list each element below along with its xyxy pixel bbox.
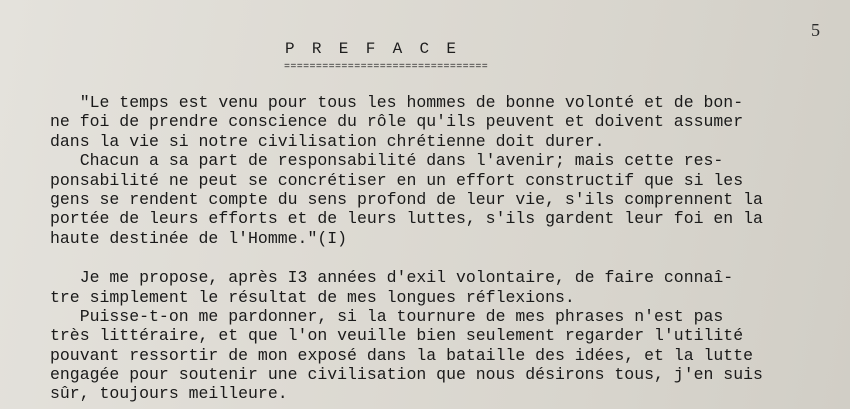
page-title: PREFACE [285,40,474,58]
text-line: haute destinée de l'Homme."(I) [50,228,348,248]
text-line: portée de leurs efforts et de leurs luttes, s'ils gardent leur foi en la [50,209,763,229]
paragraph-gap [50,248,840,268]
preface-body [50,93,840,404]
text-line: ne foi de prendre conscience du rôle qu'ils peuvent et doivent assumer [50,112,744,132]
text-line: gens se rendent compte du sens profond de leur vie, s'ils comprennent la [50,189,763,209]
text-line: "Le temps est venu pour tous les hommes de bonne volonté et de bon- [50,93,744,112]
text-line: Je me propose, après I3 années d'exil volontaire, de faire connaî- [50,268,734,288]
text-line: Puisse-t-on me pardonner, si la tournure de mes phrases n'est pas [50,306,724,326]
title-underline: ================================ [284,62,489,73]
text-line: ponsabilité ne peut se concrétiser en un effort constructif que si les [50,170,744,190]
text-line: pouvant ressortir de mon exposé dans la bataille des idées, et la lutte [50,345,754,365]
page-number: 5 [811,20,820,40]
text-line: Chacun a sa part de responsabilité dans l'avenir; mais cette res- [50,151,724,171]
text-line: dans la vie si notre civilisation chrétienne doit durer. [50,131,605,151]
text-line: très littéraire, et que l'on veuille bien seulement regarder l'utilité [50,326,744,346]
text-line: engagée pour soutenir une civilisation que nous désirons tous, j'en suis [50,365,763,385]
text-line: sûr, toujours meilleure. [50,384,288,404]
text-line: tre simplement le résultat de mes longues réflexions. [50,287,575,307]
